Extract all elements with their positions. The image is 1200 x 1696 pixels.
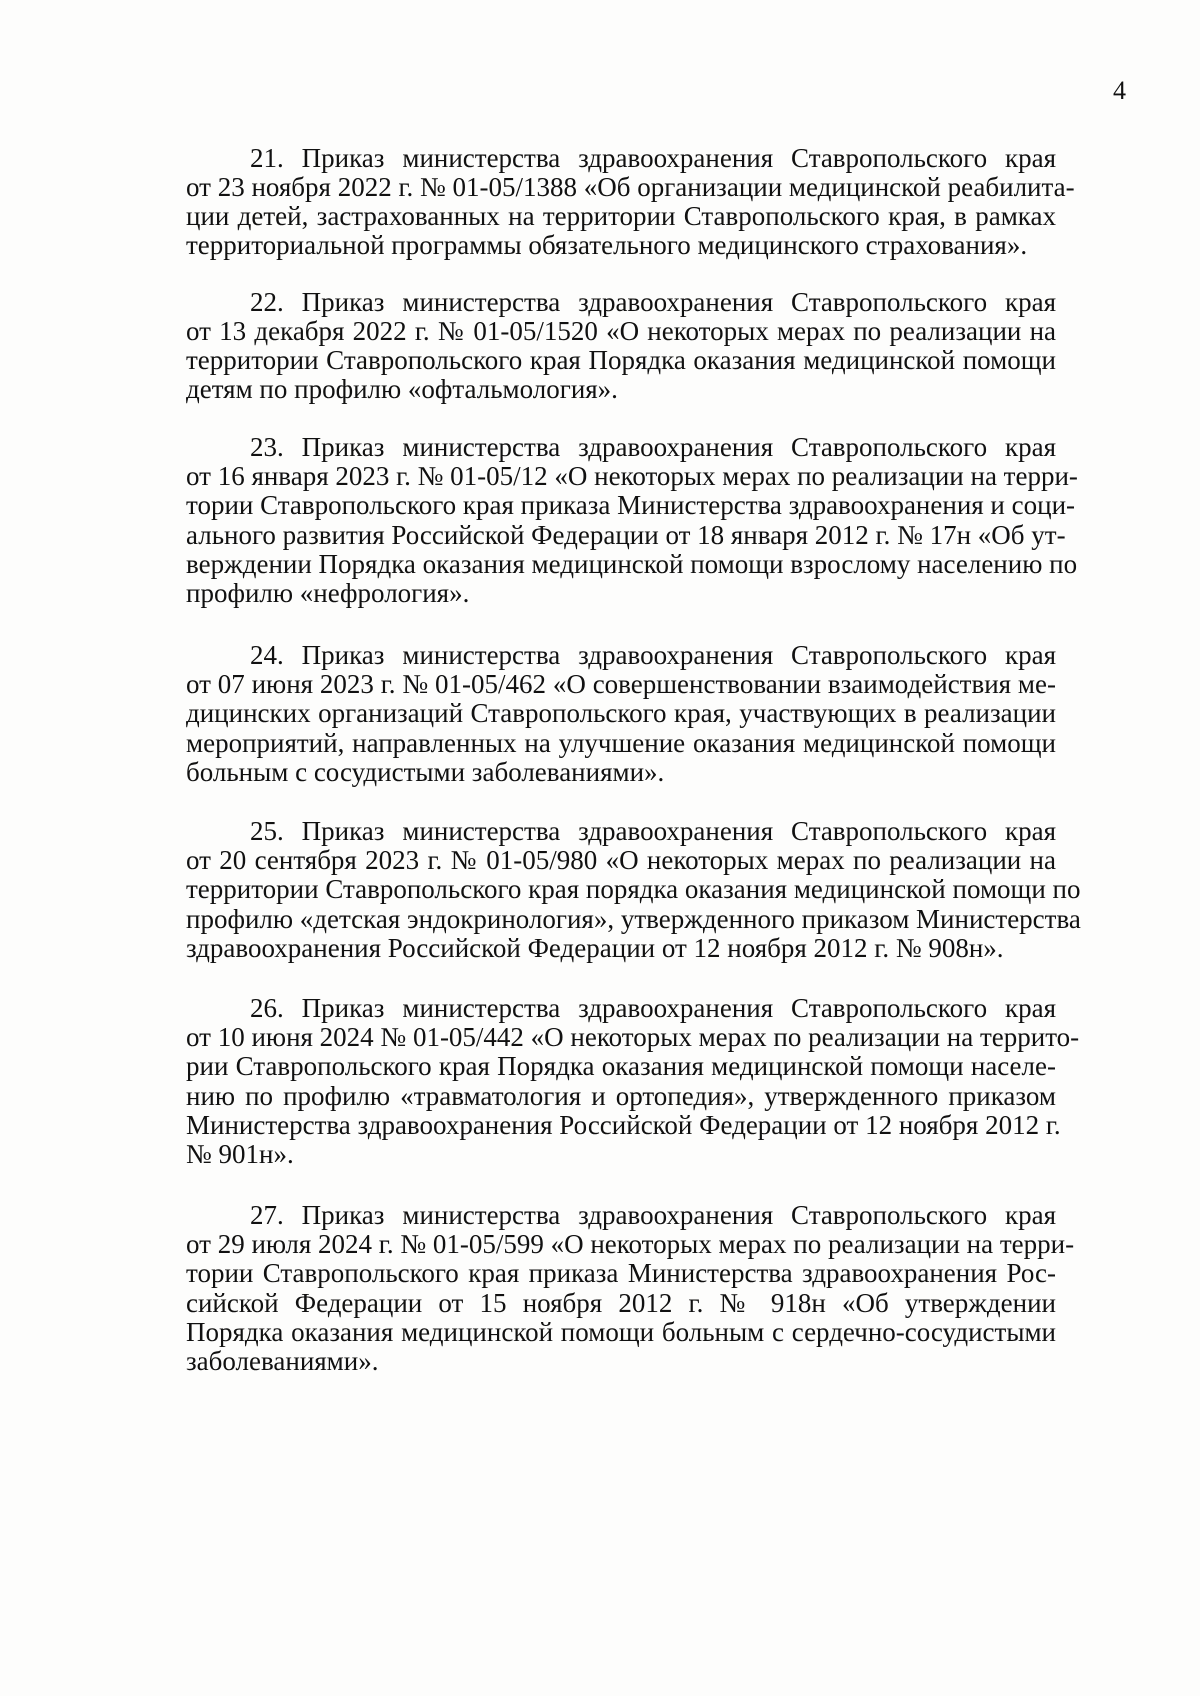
item-22-line-2: от 13 декабря 2022 г. № 01-05/1520 «О некоторых мерах по реализации на <box>186 316 1056 346</box>
item-23-line-2: от 16 января 2023 г. № 01-05/12 «О некоторых мерах по реализации на терри- <box>186 461 1078 491</box>
item-22-line-1: 22. Приказ министерства здравоохранения Ставропольского края <box>250 287 1056 317</box>
item-23-line-3: тории Ставропольского края приказа Министерства здравоохранения и соци- <box>186 490 1076 520</box>
item-27-line-4: сийской Федерации от 15 ноября 2012 г. № 918н «Об утверждении <box>186 1288 1056 1318</box>
item-26-line-5: Министерства здравоохранения Российской Федерации от 12 ноября 2012 г. <box>186 1110 1061 1140</box>
item-22-line-4: детям по профилю «офтальмология». <box>186 374 618 404</box>
item-24-line-4: мероприятий, направленных на улучшение оказания медицинской помощи <box>186 728 1056 758</box>
item-23-line-4: ального развития Российской Федерации от 18 января 2012 г. № 17н «Об ут- <box>186 520 1066 550</box>
item-25-line-5: здравоохранения Российской Федерации от 12 ноября 2012 г. № 908н». <box>186 933 1004 963</box>
item-27-line-1: 27. Приказ министерства здравоохранения Ставропольского края <box>250 1200 1056 1230</box>
item-26-line-6: № 901н». <box>186 1139 294 1169</box>
item-24-line-5: больным с сосудистыми заболеваниями». <box>186 757 665 787</box>
item-23-line-6: профилю «нефрология». <box>186 578 470 608</box>
item-21-line-3: ции детей, застрахованных на территории Ставропольского края, в рамках <box>186 201 1056 231</box>
item-24-line-2: от 07 июня 2023 г. № 01-05/462 «О совершенствовании взаимодействия ме- <box>186 669 1056 699</box>
item-26-line-2: от 10 июня 2024 № 01-05/442 «О некоторых мерах по реализации на террито- <box>186 1022 1080 1052</box>
item-24-line-3: дицинских организаций Ставропольского края, участвующих в реализации <box>186 698 1056 728</box>
item-24-line-1: 24. Приказ министерства здравоохранения Ставропольского края <box>250 640 1056 670</box>
item-27-line-5: Порядка оказания медицинской помощи больным с сердечно-сосудистыми <box>186 1317 1056 1347</box>
item-21-line-2: от 23 ноября 2022 г. № 01-05/1388 «Об организации медицинской реабилита- <box>186 172 1075 202</box>
item-25-line-2: от 20 сентября 2023 г. № 01-05/980 «О некоторых мерах по реализации на <box>186 845 1056 875</box>
item-21-line-4: территориальной программы обязательного медицинского страхования». <box>186 230 1028 260</box>
item-21-line-1: 21. Приказ министерства здравоохранения Ставропольского края <box>250 143 1056 173</box>
item-26-line-4: нию по профилю «травматология и ортопедия», утвержденного приказом <box>186 1081 1056 1111</box>
item-23-line-5: верждении Порядка оказания медицинской помощи взрослому населению по <box>186 549 1078 579</box>
page-number: 4 <box>1113 76 1126 105</box>
item-22-line-3: территории Ставропольского края Порядка оказания медицинской помощи <box>186 345 1056 375</box>
item-27-line-6: заболеваниями». <box>186 1346 379 1376</box>
item-23-line-1: 23. Приказ министерства здравоохранения Ставропольского края <box>250 432 1056 462</box>
item-27-line-2: от 29 июля 2024 г. № 01-05/599 «О некоторых мерах по реализации на терри- <box>186 1229 1075 1259</box>
item-25-line-1: 25. Приказ министерства здравоохранения Ставропольского края <box>250 816 1056 846</box>
item-25-line-4: профилю «детская эндокринология», утвержденного приказом Министерства <box>186 904 1081 934</box>
item-26-line-3: рии Ставропольского края Порядка оказания медицинской помощи населе- <box>186 1051 1056 1081</box>
item-26-line-1: 26. Приказ министерства здравоохранения Ставропольского края <box>250 993 1056 1023</box>
item-25-line-3: территории Ставропольского края порядка оказания медицинской помощи по <box>186 874 1081 904</box>
item-27-line-3: тории Ставропольского края приказа Министерства здравоохранения Рос- <box>186 1258 1056 1288</box>
